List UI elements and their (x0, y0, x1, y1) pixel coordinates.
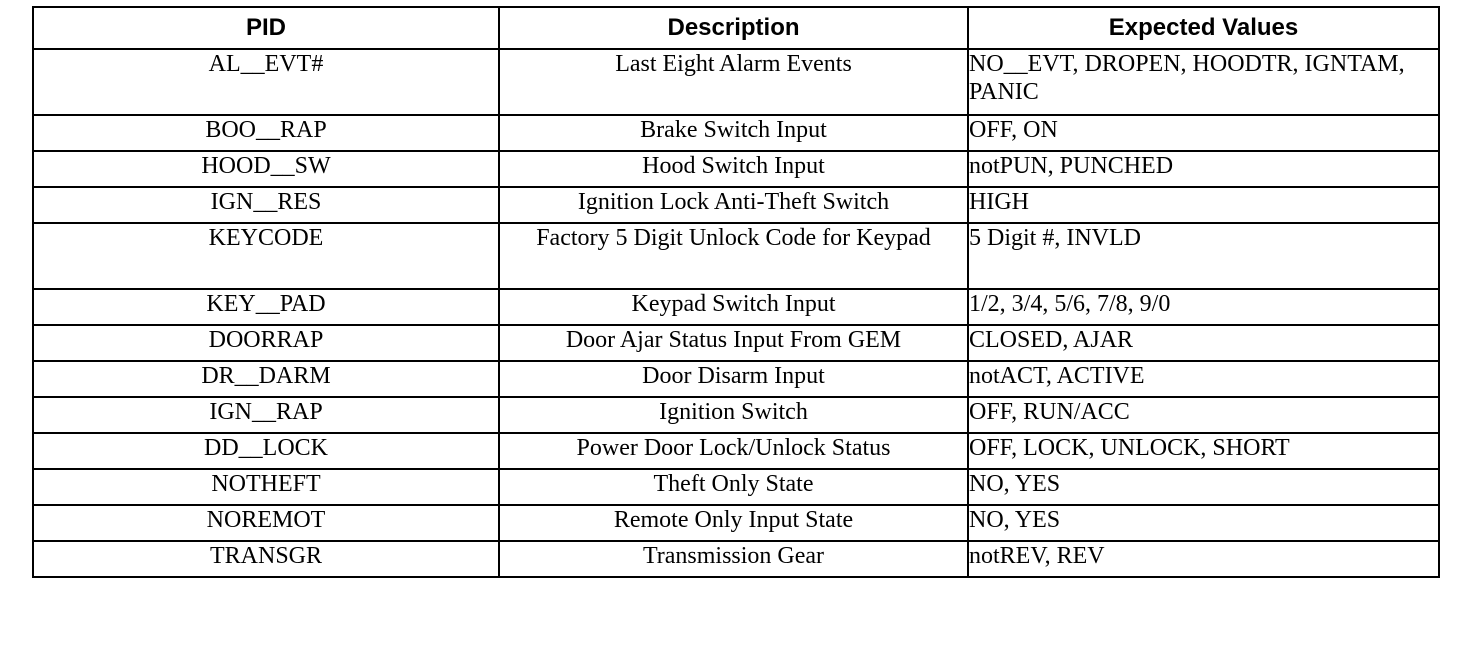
table-row (33, 223, 1439, 289)
cell-description: Theft Only State (499, 469, 968, 505)
cell-description: Last Eight Alarm Events (499, 49, 968, 115)
table-row (33, 541, 1439, 577)
cell-pid: TRANSGR (33, 541, 499, 577)
header-description: Description (499, 7, 968, 49)
cell-expected-values: NO, YES (968, 469, 1439, 505)
cell-description: Door Disarm Input (499, 361, 968, 397)
cell-expected-values: OFF, LOCK, UNLOCK, SHORT (968, 433, 1439, 469)
cell-description: Door Ajar Status Input From GEM (499, 325, 968, 361)
cell-expected-values: notACT, ACTIVE (968, 361, 1439, 397)
cell-description: Power Door Lock/Unlock Status (499, 433, 968, 469)
cell-description: Factory 5 Digit Unlock Code for Keypad (499, 223, 968, 289)
table-header-row (33, 7, 1439, 49)
cell-expected-values: OFF, ON (968, 115, 1439, 151)
cell-expected-values: HIGH (968, 187, 1439, 223)
cell-expected-values: NO__EVT, DROPEN, HOODTR, IGNTAM, PANIC (968, 49, 1439, 115)
header-expected-values: Expected Values (968, 7, 1439, 49)
cell-pid: HOOD__SW (33, 151, 499, 187)
table-row (33, 151, 1439, 187)
cell-expected-values: 5 Digit #, INVLD (968, 223, 1439, 289)
pid-table (32, 6, 1440, 578)
cell-pid: KEY__PAD (33, 289, 499, 325)
table-row (33, 505, 1439, 541)
cell-pid: BOO__RAP (33, 115, 499, 151)
cell-expected-values: 1/2, 3/4, 5/6, 7/8, 9/0 (968, 289, 1439, 325)
cell-expected-values: NO, YES (968, 505, 1439, 541)
cell-description: Hood Switch Input (499, 151, 968, 187)
cell-expected-values: notPUN, PUNCHED (968, 151, 1439, 187)
table-row (33, 325, 1439, 361)
cell-description: Brake Switch Input (499, 115, 968, 151)
cell-pid: IGN__RAP (33, 397, 499, 433)
cell-pid: IGN__RES (33, 187, 499, 223)
table-row (33, 289, 1439, 325)
cell-pid: AL__EVT# (33, 49, 499, 115)
cell-expected-values: notREV, REV (968, 541, 1439, 577)
cell-description: Remote Only Input State (499, 505, 968, 541)
table-row (33, 49, 1439, 115)
header-pid: PID (33, 7, 499, 49)
cell-pid: NOREMOT (33, 505, 499, 541)
cell-pid: NOTHEFT (33, 469, 499, 505)
cell-description: Keypad Switch Input (499, 289, 968, 325)
cell-expected-values: CLOSED, AJAR (968, 325, 1439, 361)
table-row (33, 433, 1439, 469)
table-row (33, 469, 1439, 505)
table-row (33, 397, 1439, 433)
table-row (33, 115, 1439, 151)
table-row (33, 187, 1439, 223)
cell-description: Ignition Switch (499, 397, 968, 433)
cell-description: Transmission Gear (499, 541, 968, 577)
cell-pid: DR__DARM (33, 361, 499, 397)
cell-pid: DD__LOCK (33, 433, 499, 469)
cell-pid: DOORRAP (33, 325, 499, 361)
table-row (33, 361, 1439, 397)
cell-pid: KEYCODE (33, 223, 499, 289)
cell-description: Ignition Lock Anti-Theft Switch (499, 187, 968, 223)
cell-expected-values: OFF, RUN/ACC (968, 397, 1439, 433)
